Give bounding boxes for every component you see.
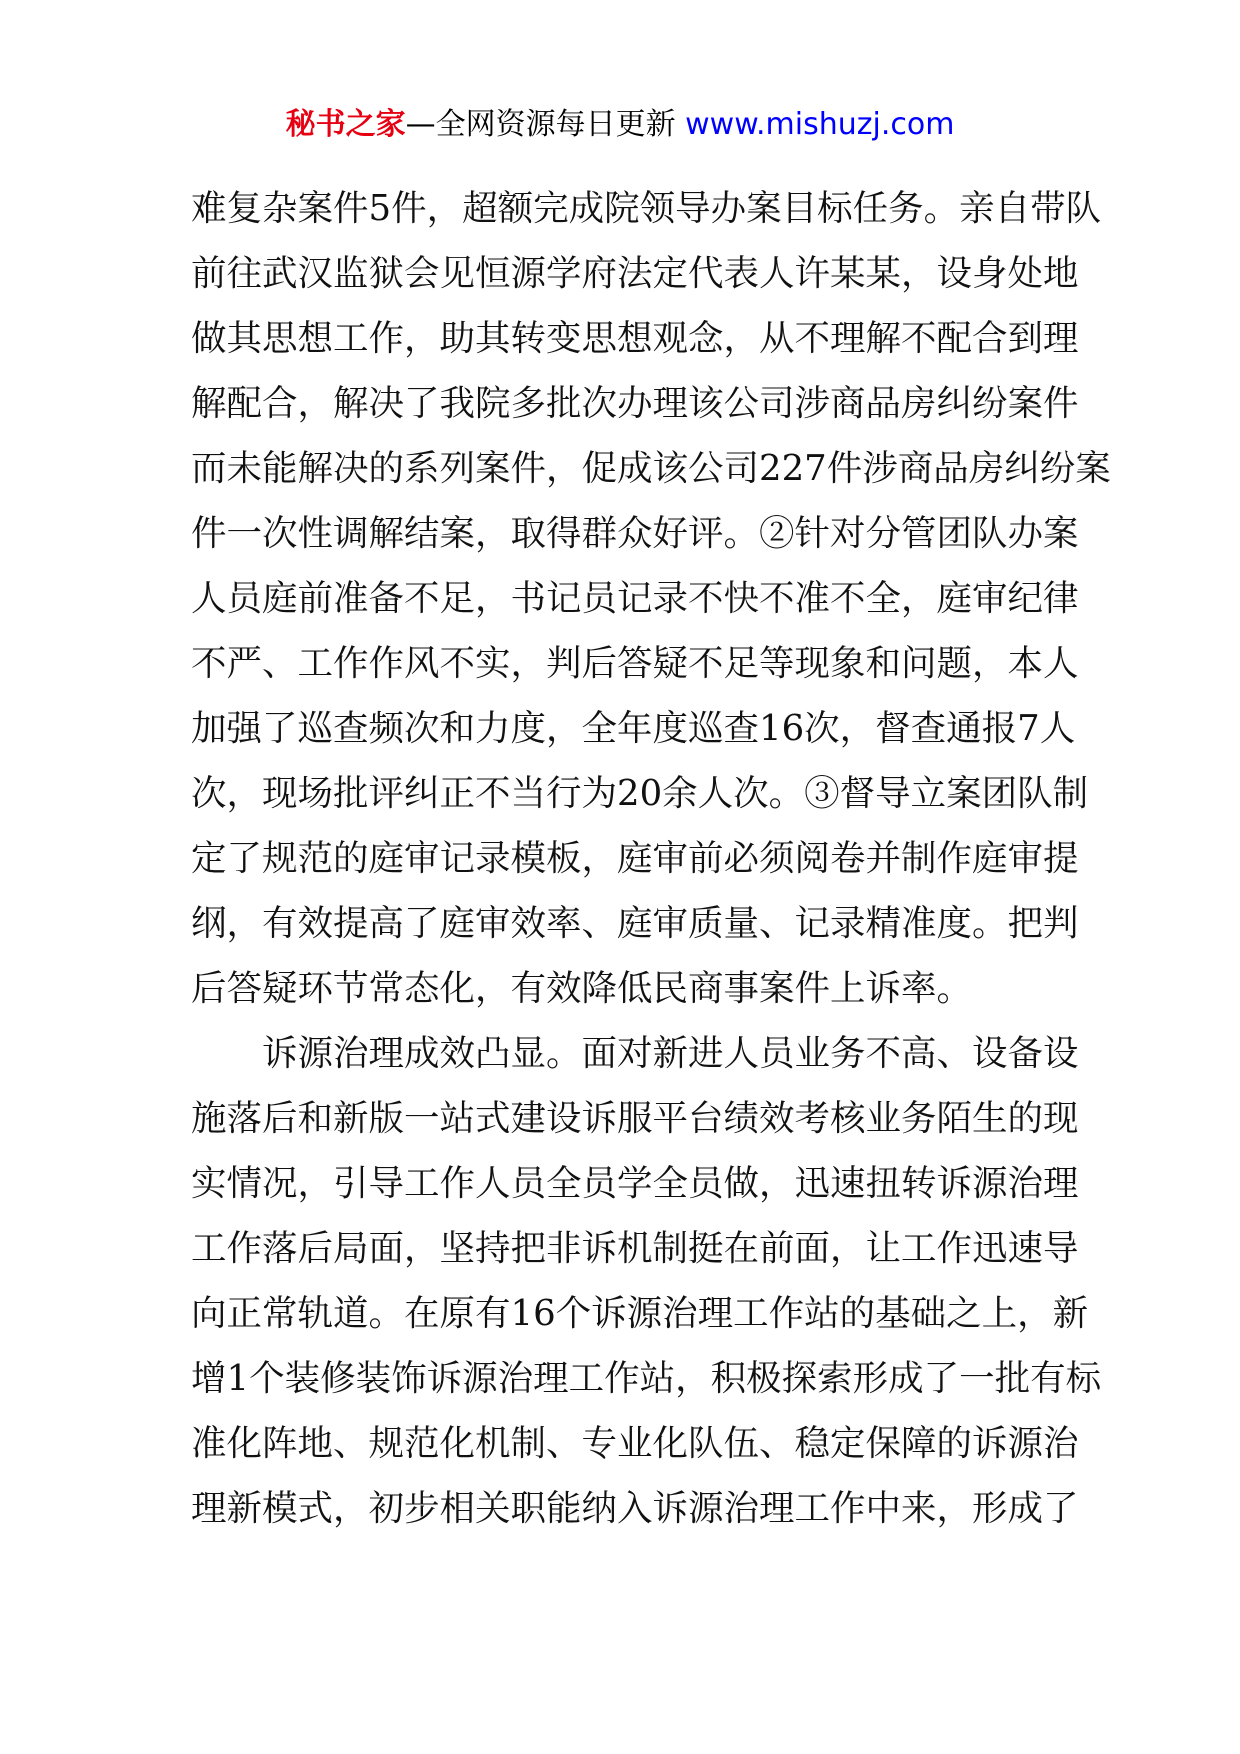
text-line: 理新模式，初步相关职能纳入诉源治理工作中来，形成了 (191, 1488, 1079, 1529)
header-url-link[interactable]: www.mishuzj.com (685, 107, 955, 142)
document-body (191, 176, 1111, 1541)
paragraph-last-line: 后答疑环节常态化，有效降低民商事案件上诉率。 (191, 968, 973, 1009)
paragraph-first-line: 诉源治理成效凸显。面对新进人员业务不高、设备设 (262, 1033, 1079, 1074)
text-line: 件一次性调解结案，取得群众好评。②针对分管团队办案 (191, 513, 1079, 554)
page-header (0, 100, 1240, 150)
text-line: 加强了巡查频次和力度，全年度巡查16次，督查通报7人 (191, 708, 1076, 749)
text-line: 而未能解决的系列案件，促成该公司227件涉商品房纠纷案 (191, 448, 1111, 489)
text-line: 难复杂案件5件，超额完成院领导办案目标任务。亲自带队 (191, 188, 1102, 229)
text-line: 向正常轨道。在原有16个诉源治理工作站的基础之上，新 (191, 1293, 1089, 1334)
text-line: 准化阵地、规范化机制、专业化队伍、稳定保障的诉源治 (191, 1423, 1079, 1464)
text-line: 定了规范的庭审记录模板，庭审前必须阅卷并制作庭审提 (191, 838, 1079, 879)
text-line: 次，现场批评纠正不当行为20余人次。③督导立案团队制 (191, 773, 1089, 814)
text-line: 工作落后局面，坚持把非诉机制挺在前面，让工作迅速导 (191, 1228, 1079, 1269)
text-line: 实情况，引导工作人员全员学全员做，迅速扭转诉源治理 (191, 1163, 1079, 1204)
text-line: 前往武汉监狱会见恒源学府法定代表人许某某，设身处地 (191, 253, 1079, 294)
text-line: 增1个装修装饰诉源治理工作站，积极探索形成了一批有标 (191, 1358, 1102, 1399)
text-line: 纲，有效提高了庭审效率、庭审质量、记录精准度。把判 (191, 903, 1079, 944)
text-line: 解配合，解决了我院多批次办理该公司涉商品房纠纷案件 (191, 383, 1079, 424)
text-line: 不严、工作作风不实，判后答疑不足等现象和问题，本人 (191, 643, 1079, 684)
header-slogan: —全网资源每日更新 (405, 107, 686, 142)
text-line: 人员庭前准备不足，书记员记录不快不准不全，庭审纪律 (191, 578, 1079, 619)
text-line: 施落后和新版一站式建设诉服平台绩效考核业务陌生的现 (191, 1098, 1079, 1139)
header-brand: 秘书之家 (285, 107, 406, 142)
text-line: 做其思想工作，助其转变思想观念，从不理解不配合到理 (191, 318, 1079, 359)
